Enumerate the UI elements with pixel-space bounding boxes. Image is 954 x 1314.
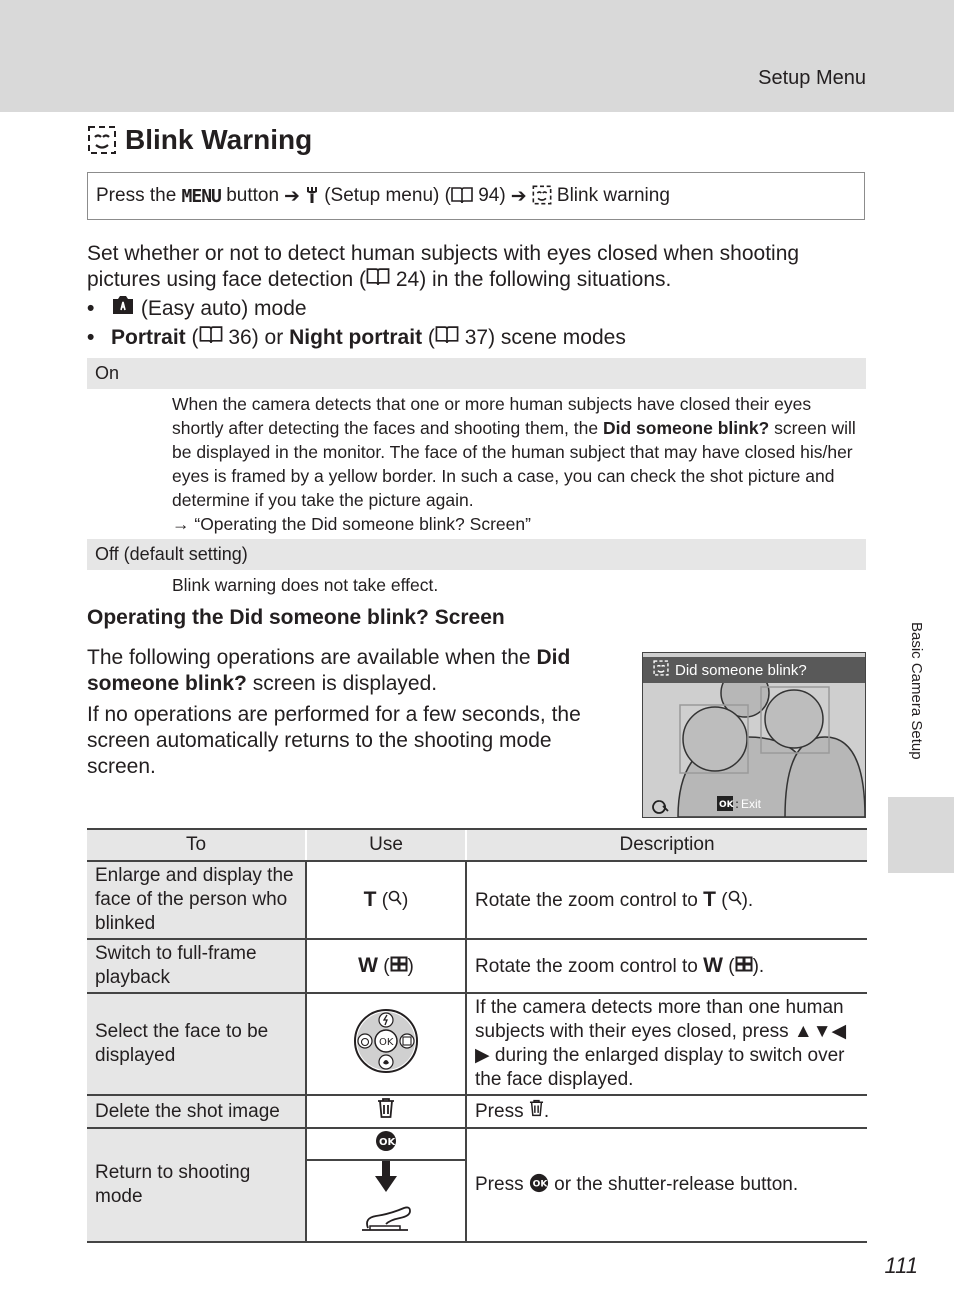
- page-title: Blink Warning: [125, 124, 313, 155]
- easy-auto-icon: [111, 294, 135, 324]
- row-use: [306, 993, 466, 1095]
- monitor-title: Did someone blink?: [675, 661, 807, 679]
- thumbnail-icon: [735, 956, 753, 977]
- option-on-text-1: When the camera detects that one or more human subjects have closed their eyes shortly after detecting the faces and shooting them, the: [172, 394, 812, 438]
- bullet-text: (Easy auto) mode: [140, 297, 307, 320]
- trash-icon: [529, 1101, 544, 1122]
- book-ref-icon: [199, 324, 223, 352]
- row-description: Press .: [466, 1095, 867, 1128]
- situation-list: [87, 294, 626, 352]
- svg-text:OK: OK: [719, 800, 734, 810]
- operations-table: [87, 828, 867, 1243]
- row-to: Return to shooting mode: [87, 1128, 306, 1242]
- shutter-cell: [307, 1161, 465, 1241]
- header-band: [0, 0, 954, 112]
- row-use: [306, 1095, 466, 1128]
- row-desc-text: If the camera detects more than one human subjects with their eyes closed, press: [475, 997, 844, 1042]
- svg-text:OK: OK: [532, 1179, 548, 1190]
- section-title: Operating the Did someone blink? Screen: [87, 606, 505, 629]
- bullet-dot: •: [87, 297, 95, 320]
- table-header-row: [87, 829, 867, 861]
- intro-text-2: 24) in the following situations.: [395, 268, 672, 291]
- ok-button-cell: [307, 1129, 465, 1161]
- menu-path-text-3: (Setup menu) (: [324, 185, 451, 206]
- ops-text-1: The following operations are available when the: [87, 646, 531, 669]
- row-to: Enlarge and display the face of the person who blinked: [87, 861, 306, 939]
- monitor-exit-label: Exit: [741, 797, 762, 811]
- bullet-bold-text: Night portrait: [289, 326, 423, 349]
- shutter-finger-icon: [358, 1202, 414, 1241]
- thumbnail-icon: [390, 956, 408, 977]
- option-off-bar: [87, 539, 866, 570]
- table-row: [87, 1128, 867, 1242]
- ops-paragraph-2: If no operations are performed for a few seconds, the screen automatically returns to the shooting mode screen.: [87, 703, 581, 778]
- list-item: [87, 324, 626, 352]
- option-off-label: Off (default setting): [95, 544, 248, 564]
- page-number: 111: [884, 1253, 918, 1278]
- monitor-screenshot: [642, 652, 866, 818]
- chapter-side-label: Basic Camera Setup: [908, 622, 925, 760]
- bullet-dot: •: [87, 326, 95, 349]
- menu-path-text-5: Blink warning: [556, 185, 670, 206]
- option-off-description: Blink warning does not take effect.: [172, 575, 439, 595]
- intro-text-1: Set whether or not to detect human subjects with eyes closed when shooting pictures using face detection (: [87, 242, 800, 291]
- arrow-right-icon: ➔: [284, 185, 300, 207]
- zoom-tele-letter: T: [703, 887, 716, 911]
- ops-paragraph-1: [87, 645, 607, 697]
- row-use: T ( ): [306, 861, 466, 939]
- bullet-text: (: [191, 326, 199, 349]
- multi-selector-icon: [353, 1036, 419, 1079]
- row-desc-text: Rotate the zoom control to: [475, 889, 698, 911]
- option-on-label: On: [95, 363, 120, 383]
- option-on-bar: [87, 358, 866, 389]
- intro-paragraph: [87, 241, 867, 293]
- svg-text:OK: OK: [379, 1136, 396, 1148]
- svg-text:OK: OK: [379, 1036, 394, 1048]
- arrow-right-icon: ➔: [510, 185, 527, 207]
- monitor-title-bar: [643, 657, 865, 683]
- svg-text::: :: [735, 797, 740, 811]
- book-ref-icon: [451, 185, 473, 207]
- blink-warning-icon: [653, 660, 669, 680]
- row-desc-text: Press: [475, 1101, 524, 1122]
- option-on-description: [172, 392, 862, 536]
- chapter-tab: [888, 797, 954, 873]
- zoom-in-icon: [388, 890, 402, 911]
- row-description: Rotate the zoom control to T ( ).: [466, 861, 867, 939]
- table-row: [87, 1095, 867, 1128]
- row-description: Rotate the zoom control to W ( ).: [466, 939, 867, 993]
- menu-key-icon: MENU: [181, 185, 221, 207]
- row-description: [466, 1128, 867, 1242]
- press-down-icon: [374, 1161, 398, 1200]
- ops-bold-text: Did someone blink?: [87, 646, 571, 695]
- row-to: Switch to full-frame playback: [87, 939, 306, 993]
- zoom-wide-letter: W: [703, 953, 723, 977]
- row-description: [466, 993, 867, 1095]
- option-on-reference: → “Operating the Did someone blink? Screen”: [172, 514, 531, 534]
- book-ref-icon: [366, 268, 390, 291]
- bullet-bold-text: Portrait: [111, 326, 186, 349]
- row-to: Select the face to be displayed: [87, 993, 306, 1095]
- menu-path-text-4: 94): [478, 185, 506, 206]
- zoom-wide-letter: W: [358, 953, 378, 977]
- blink-warning-icon: [532, 185, 552, 208]
- wrench-icon: [305, 185, 319, 207]
- table-row: [87, 993, 867, 1095]
- zoom-tele-letter: T: [363, 887, 377, 911]
- menu-path-text-2: button: [226, 185, 280, 206]
- row-to: Delete the shot image: [87, 1095, 306, 1128]
- option-on-text-2: screen will be displayed in the monitor. The face of the human subject that may have closed his/her eyes is framed by a yellow border. In such a case, you can check the shot picture and determine if you take the picture again.: [172, 418, 856, 510]
- row-desc-text: during the enlarged display to switch over the face displayed.: [475, 1045, 845, 1090]
- table-row: [87, 861, 867, 939]
- header-to: To: [87, 829, 306, 861]
- bullet-text: 37) scene modes: [464, 326, 626, 349]
- option-on-bold-text: Did someone blink?: [602, 418, 770, 438]
- menu-path-box: [87, 172, 865, 220]
- table-row: [87, 939, 867, 993]
- trash-icon: [377, 1103, 395, 1124]
- row-use: W ( ): [306, 939, 466, 993]
- row-use: [306, 1128, 466, 1242]
- book-ref-icon: [435, 324, 459, 352]
- bullet-text: 36) or: [228, 326, 284, 349]
- zoom-in-icon: [728, 890, 742, 911]
- blink-warning-icon: [87, 125, 117, 155]
- row-desc-text: Press: [475, 1174, 524, 1195]
- row-desc-text: or the shutter-release button.: [554, 1174, 799, 1195]
- menu-path-text-1: Press the: [96, 185, 177, 206]
- header-description: Description: [466, 829, 867, 861]
- ops-text-2: screen is displayed.: [252, 672, 438, 695]
- ok-button-icon: [529, 1174, 549, 1195]
- direction-arrows-icon: ▲▼◀ ▶: [475, 1021, 847, 1066]
- header-use: Use: [306, 829, 466, 861]
- page-title-row: [87, 124, 312, 156]
- section-label: Setup Menu: [758, 67, 866, 89]
- bullet-text: (: [427, 326, 435, 349]
- row-desc-text: Rotate the zoom control to: [475, 955, 698, 977]
- list-item: [87, 294, 626, 324]
- ok-button-icon: [375, 1130, 397, 1159]
